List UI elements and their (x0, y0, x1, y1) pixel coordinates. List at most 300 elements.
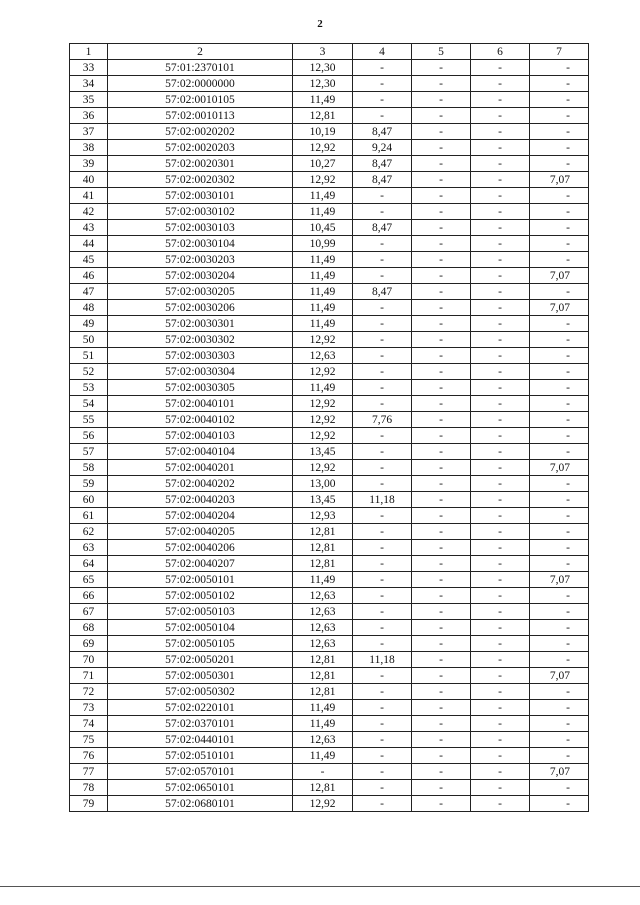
value-col-3: 12,81 (293, 668, 353, 684)
row-number: 55 (70, 412, 108, 428)
value-col-4: 8,47 (353, 124, 412, 140)
row-number: 38 (70, 140, 108, 156)
value-col-4: - (353, 732, 412, 748)
value-col-4: - (353, 92, 412, 108)
value-col-6: - (471, 364, 530, 380)
value-col-7: - (530, 796, 589, 812)
value-col-6: - (471, 492, 530, 508)
table-row (70, 172, 589, 188)
value-col-7: - (530, 700, 589, 716)
value-col-5: - (412, 668, 471, 684)
value-col-5: - (412, 588, 471, 604)
cadastral-code: 57:02:0680101 (108, 796, 293, 812)
value-col-7: 7,07 (530, 764, 589, 780)
row-number: 47 (70, 284, 108, 300)
value-col-3: 12,81 (293, 652, 353, 668)
value-col-5: - (412, 92, 471, 108)
value-col-7: - (530, 444, 589, 460)
table-row (70, 572, 589, 588)
value-col-3: 12,63 (293, 604, 353, 620)
table-row (70, 268, 589, 284)
value-col-5: - (412, 428, 471, 444)
table-row (70, 668, 589, 684)
cadastral-code: 57:02:0050301 (108, 668, 293, 684)
cadastral-code: 57:02:0010113 (108, 108, 293, 124)
value-col-3: 13,00 (293, 476, 353, 492)
value-col-7: - (530, 140, 589, 156)
value-col-4: - (353, 108, 412, 124)
value-col-6: - (471, 60, 530, 76)
value-col-5: - (412, 332, 471, 348)
row-number: 33 (70, 60, 108, 76)
table-row (70, 364, 589, 380)
cadastral-code: 57:02:0030206 (108, 300, 293, 316)
value-col-4: - (353, 252, 412, 268)
value-col-3: 10,45 (293, 220, 353, 236)
value-col-7: - (530, 428, 589, 444)
table-row (70, 76, 589, 92)
value-col-5: - (412, 604, 471, 620)
cadastral-code: 57:02:0440101 (108, 732, 293, 748)
value-col-7: - (530, 124, 589, 140)
value-col-7: - (530, 156, 589, 172)
value-col-4: - (353, 588, 412, 604)
cadastral-code: 57:02:0010105 (108, 92, 293, 108)
value-col-4: - (353, 556, 412, 572)
value-col-5: - (412, 796, 471, 812)
value-col-5: - (412, 636, 471, 652)
value-col-6: - (471, 284, 530, 300)
table-row (70, 396, 589, 412)
value-col-5: - (412, 412, 471, 428)
cadastral-code: 57:02:0020302 (108, 172, 293, 188)
cadastral-code: 57:02:0040205 (108, 524, 293, 540)
cadastral-code: 57:02:0020202 (108, 124, 293, 140)
value-col-4: 8,47 (353, 220, 412, 236)
value-col-6: - (471, 124, 530, 140)
value-col-6: - (471, 412, 530, 428)
value-col-5: - (412, 172, 471, 188)
row-number: 35 (70, 92, 108, 108)
value-col-3: 12,81 (293, 780, 353, 796)
cadastral-code: 57:02:0040203 (108, 492, 293, 508)
value-col-6: - (471, 156, 530, 172)
cadastral-code: 57:02:0050104 (108, 620, 293, 636)
value-col-4: - (353, 540, 412, 556)
row-number: 58 (70, 460, 108, 476)
value-col-3: 12,93 (293, 508, 353, 524)
row-number: 50 (70, 332, 108, 348)
value-col-5: - (412, 540, 471, 556)
value-col-4: - (353, 460, 412, 476)
value-col-3: 11,49 (293, 268, 353, 284)
value-col-3: 12,81 (293, 540, 353, 556)
value-col-3: 11,49 (293, 572, 353, 588)
table-row (70, 748, 589, 764)
header-cell-6: 6 (471, 44, 530, 60)
value-col-7: - (530, 636, 589, 652)
row-number: 69 (70, 636, 108, 652)
row-number: 78 (70, 780, 108, 796)
value-col-3: 12,92 (293, 460, 353, 476)
row-number: 56 (70, 428, 108, 444)
table-row (70, 412, 589, 428)
table-row (70, 796, 589, 812)
value-col-3: 12,63 (293, 620, 353, 636)
row-number: 74 (70, 716, 108, 732)
table-row (70, 460, 589, 476)
value-col-7: - (530, 92, 589, 108)
header-cell-1: 1 (70, 44, 108, 60)
value-col-4: - (353, 444, 412, 460)
table-row (70, 636, 589, 652)
value-col-3: 12,92 (293, 796, 353, 812)
cadastral-code: 57:02:0030103 (108, 220, 293, 236)
value-col-3: 11,49 (293, 300, 353, 316)
value-col-5: - (412, 108, 471, 124)
value-col-7: 7,07 (530, 268, 589, 284)
row-number: 79 (70, 796, 108, 812)
value-col-7: - (530, 508, 589, 524)
value-col-3: 12,92 (293, 140, 353, 156)
value-col-3: 11,49 (293, 748, 353, 764)
value-col-7: - (530, 540, 589, 556)
row-number: 42 (70, 204, 108, 220)
value-col-5: - (412, 492, 471, 508)
value-col-5: - (412, 620, 471, 636)
row-number: 40 (70, 172, 108, 188)
cadastral-code: 57:02:0030203 (108, 252, 293, 268)
value-col-5: - (412, 300, 471, 316)
value-col-4: 8,47 (353, 284, 412, 300)
row-number: 60 (70, 492, 108, 508)
value-col-5: - (412, 316, 471, 332)
cadastral-code: 57:02:0040102 (108, 412, 293, 428)
value-col-7: 7,07 (530, 172, 589, 188)
value-col-3: 12,81 (293, 684, 353, 700)
table-row (70, 700, 589, 716)
row-number: 39 (70, 156, 108, 172)
value-col-4: - (353, 780, 412, 796)
value-col-4: - (353, 476, 412, 492)
value-col-6: - (471, 268, 530, 284)
value-col-6: - (471, 204, 530, 220)
value-col-6: - (471, 332, 530, 348)
cadastral-code: 57:02:0030304 (108, 364, 293, 380)
cadastral-code: 57:02:0570101 (108, 764, 293, 780)
value-col-7: 7,07 (530, 572, 589, 588)
value-col-7: - (530, 780, 589, 796)
value-col-6: - (471, 508, 530, 524)
value-col-7: - (530, 332, 589, 348)
row-number: 36 (70, 108, 108, 124)
value-col-4: - (353, 684, 412, 700)
value-col-3: 11,49 (293, 204, 353, 220)
cadastral-code: 57:02:0030305 (108, 380, 293, 396)
row-number: 67 (70, 604, 108, 620)
value-col-5: - (412, 188, 471, 204)
value-col-4: - (353, 76, 412, 92)
value-col-7: - (530, 716, 589, 732)
value-col-3: 12,30 (293, 60, 353, 76)
data-table (69, 43, 589, 812)
cadastral-code: 57:02:0050103 (108, 604, 293, 620)
value-col-7: - (530, 236, 589, 252)
value-col-3: 13,45 (293, 444, 353, 460)
table-row (70, 188, 589, 204)
value-col-6: - (471, 588, 530, 604)
cadastral-code: 57:02:0050101 (108, 572, 293, 588)
value-col-5: - (412, 268, 471, 284)
value-col-3: 11,49 (293, 284, 353, 300)
value-col-6: - (471, 252, 530, 268)
value-col-5: - (412, 524, 471, 540)
table-row (70, 284, 589, 300)
value-col-4: - (353, 716, 412, 732)
row-number: 66 (70, 588, 108, 604)
row-number: 71 (70, 668, 108, 684)
value-col-5: - (412, 156, 471, 172)
row-number: 77 (70, 764, 108, 780)
value-col-6: - (471, 700, 530, 716)
cadastral-code: 57:02:0650101 (108, 780, 293, 796)
header-cell-5: 5 (412, 44, 471, 60)
value-col-6: - (471, 108, 530, 124)
cadastral-code: 57:02:0040204 (108, 508, 293, 524)
value-col-5: - (412, 572, 471, 588)
value-col-6: - (471, 780, 530, 796)
value-col-4: - (353, 524, 412, 540)
value-col-3: 12,30 (293, 76, 353, 92)
row-number: 37 (70, 124, 108, 140)
value-col-3: 11,49 (293, 92, 353, 108)
cadastral-code: 57:02:0030102 (108, 204, 293, 220)
table-row (70, 780, 589, 796)
cadastral-code: 57:01:2370101 (108, 60, 293, 76)
value-col-4: - (353, 620, 412, 636)
table-row (70, 716, 589, 732)
value-col-6: - (471, 636, 530, 652)
row-number: 41 (70, 188, 108, 204)
page-number: 2 (317, 18, 323, 30)
header-cell-2: 2 (108, 44, 293, 60)
table-row (70, 524, 589, 540)
value-col-5: - (412, 348, 471, 364)
table-header (70, 44, 589, 60)
value-col-5: - (412, 220, 471, 236)
value-col-4: - (353, 268, 412, 284)
value-col-6: - (471, 476, 530, 492)
row-number: 64 (70, 556, 108, 572)
value-col-3: 11,49 (293, 380, 353, 396)
table-row (70, 540, 589, 556)
row-number: 65 (70, 572, 108, 588)
value-col-3: 12,63 (293, 348, 353, 364)
value-col-4: - (353, 316, 412, 332)
value-col-5: - (412, 364, 471, 380)
value-col-3: 13,45 (293, 492, 353, 508)
value-col-7: - (530, 220, 589, 236)
value-col-5: - (412, 716, 471, 732)
header-row (70, 44, 589, 60)
value-col-5: - (412, 764, 471, 780)
table-row (70, 60, 589, 76)
value-col-4: - (353, 748, 412, 764)
value-col-5: - (412, 140, 471, 156)
value-col-7: - (530, 748, 589, 764)
cadastral-code: 57:02:0040103 (108, 428, 293, 444)
value-col-6: - (471, 604, 530, 620)
value-col-5: - (412, 508, 471, 524)
table-row (70, 92, 589, 108)
row-number: 70 (70, 652, 108, 668)
cadastral-code: 57:02:0040206 (108, 540, 293, 556)
value-col-6: - (471, 796, 530, 812)
table-row (70, 204, 589, 220)
table-row (70, 140, 589, 156)
cadastral-code: 57:02:0000000 (108, 76, 293, 92)
value-col-7: 7,07 (530, 460, 589, 476)
value-col-7: - (530, 620, 589, 636)
value-col-4: - (353, 604, 412, 620)
value-col-6: - (471, 236, 530, 252)
table-row (70, 476, 589, 492)
row-number: 51 (70, 348, 108, 364)
value-col-7: - (530, 108, 589, 124)
value-col-7: 7,07 (530, 300, 589, 316)
row-number: 43 (70, 220, 108, 236)
value-col-3: 11,49 (293, 316, 353, 332)
value-col-4: - (353, 796, 412, 812)
value-col-3: 12,92 (293, 172, 353, 188)
value-col-7: - (530, 732, 589, 748)
cadastral-code: 57:02:0040202 (108, 476, 293, 492)
value-col-5: - (412, 76, 471, 92)
value-col-4: - (353, 764, 412, 780)
value-col-6: - (471, 620, 530, 636)
cadastral-code: 57:02:0040104 (108, 444, 293, 460)
table-row (70, 732, 589, 748)
value-col-6: - (471, 316, 530, 332)
cadastral-code: 57:02:0030303 (108, 348, 293, 364)
value-col-3: 10,99 (293, 236, 353, 252)
cadastral-code: 57:02:0050102 (108, 588, 293, 604)
value-col-7: - (530, 476, 589, 492)
value-col-6: - (471, 668, 530, 684)
cadastral-code: 57:02:0030205 (108, 284, 293, 300)
value-col-7: - (530, 252, 589, 268)
value-col-5: - (412, 476, 471, 492)
value-col-6: - (471, 572, 530, 588)
cadastral-code: 57:02:0020203 (108, 140, 293, 156)
cadastral-code: 57:02:0030204 (108, 268, 293, 284)
value-col-4: 8,47 (353, 156, 412, 172)
row-number: 57 (70, 444, 108, 460)
row-number: 61 (70, 508, 108, 524)
value-col-6: - (471, 396, 530, 412)
cadastral-code: 57:02:0030302 (108, 332, 293, 348)
value-col-7: 7,07 (530, 668, 589, 684)
row-number: 48 (70, 300, 108, 316)
header-cell-7: 7 (530, 44, 589, 60)
value-col-5: - (412, 236, 471, 252)
value-col-6: - (471, 380, 530, 396)
value-col-7: - (530, 652, 589, 668)
value-col-7: - (530, 588, 589, 604)
value-col-6: - (471, 716, 530, 732)
value-col-7: - (530, 76, 589, 92)
value-col-7: - (530, 380, 589, 396)
value-col-4: - (353, 236, 412, 252)
value-col-4: - (353, 508, 412, 524)
value-col-7: - (530, 188, 589, 204)
table-row (70, 620, 589, 636)
header-cell-3: 3 (293, 44, 353, 60)
value-col-4: - (353, 668, 412, 684)
row-number: 49 (70, 316, 108, 332)
value-col-7: - (530, 60, 589, 76)
value-col-7: - (530, 524, 589, 540)
table-row (70, 588, 589, 604)
value-col-4: - (353, 636, 412, 652)
table-row (70, 332, 589, 348)
value-col-5: - (412, 284, 471, 300)
cadastral-code: 57:02:0050105 (108, 636, 293, 652)
table-row (70, 556, 589, 572)
value-col-3: - (293, 764, 353, 780)
header-cell-4: 4 (353, 44, 412, 60)
value-col-6: - (471, 652, 530, 668)
value-col-7: - (530, 684, 589, 700)
row-number: 46 (70, 268, 108, 284)
value-col-3: 12,92 (293, 396, 353, 412)
value-col-3: 10,27 (293, 156, 353, 172)
table-row (70, 492, 589, 508)
table-row (70, 300, 589, 316)
table-row (70, 428, 589, 444)
bottom-rule (0, 886, 640, 887)
value-col-5: - (412, 780, 471, 796)
table-row (70, 508, 589, 524)
value-col-7: - (530, 204, 589, 220)
table-body (70, 60, 589, 812)
value-col-3: 11,49 (293, 716, 353, 732)
cadastral-code: 57:02:0040201 (108, 460, 293, 476)
row-number: 73 (70, 700, 108, 716)
table-row (70, 316, 589, 332)
value-col-6: - (471, 460, 530, 476)
value-col-4: - (353, 60, 412, 76)
value-col-6: - (471, 684, 530, 700)
value-col-7: - (530, 556, 589, 572)
value-col-6: - (471, 524, 530, 540)
value-col-4: 11,18 (353, 652, 412, 668)
table-row (70, 220, 589, 236)
value-col-6: - (471, 300, 530, 316)
value-col-5: - (412, 396, 471, 412)
value-col-5: - (412, 380, 471, 396)
value-col-3: 12,63 (293, 636, 353, 652)
cadastral-code: 57:02:0040101 (108, 396, 293, 412)
value-col-3: 11,49 (293, 700, 353, 716)
table-row (70, 604, 589, 620)
row-number: 34 (70, 76, 108, 92)
value-col-6: - (471, 556, 530, 572)
value-col-7: - (530, 396, 589, 412)
value-col-4: - (353, 364, 412, 380)
value-col-4: - (353, 204, 412, 220)
table-row (70, 348, 589, 364)
